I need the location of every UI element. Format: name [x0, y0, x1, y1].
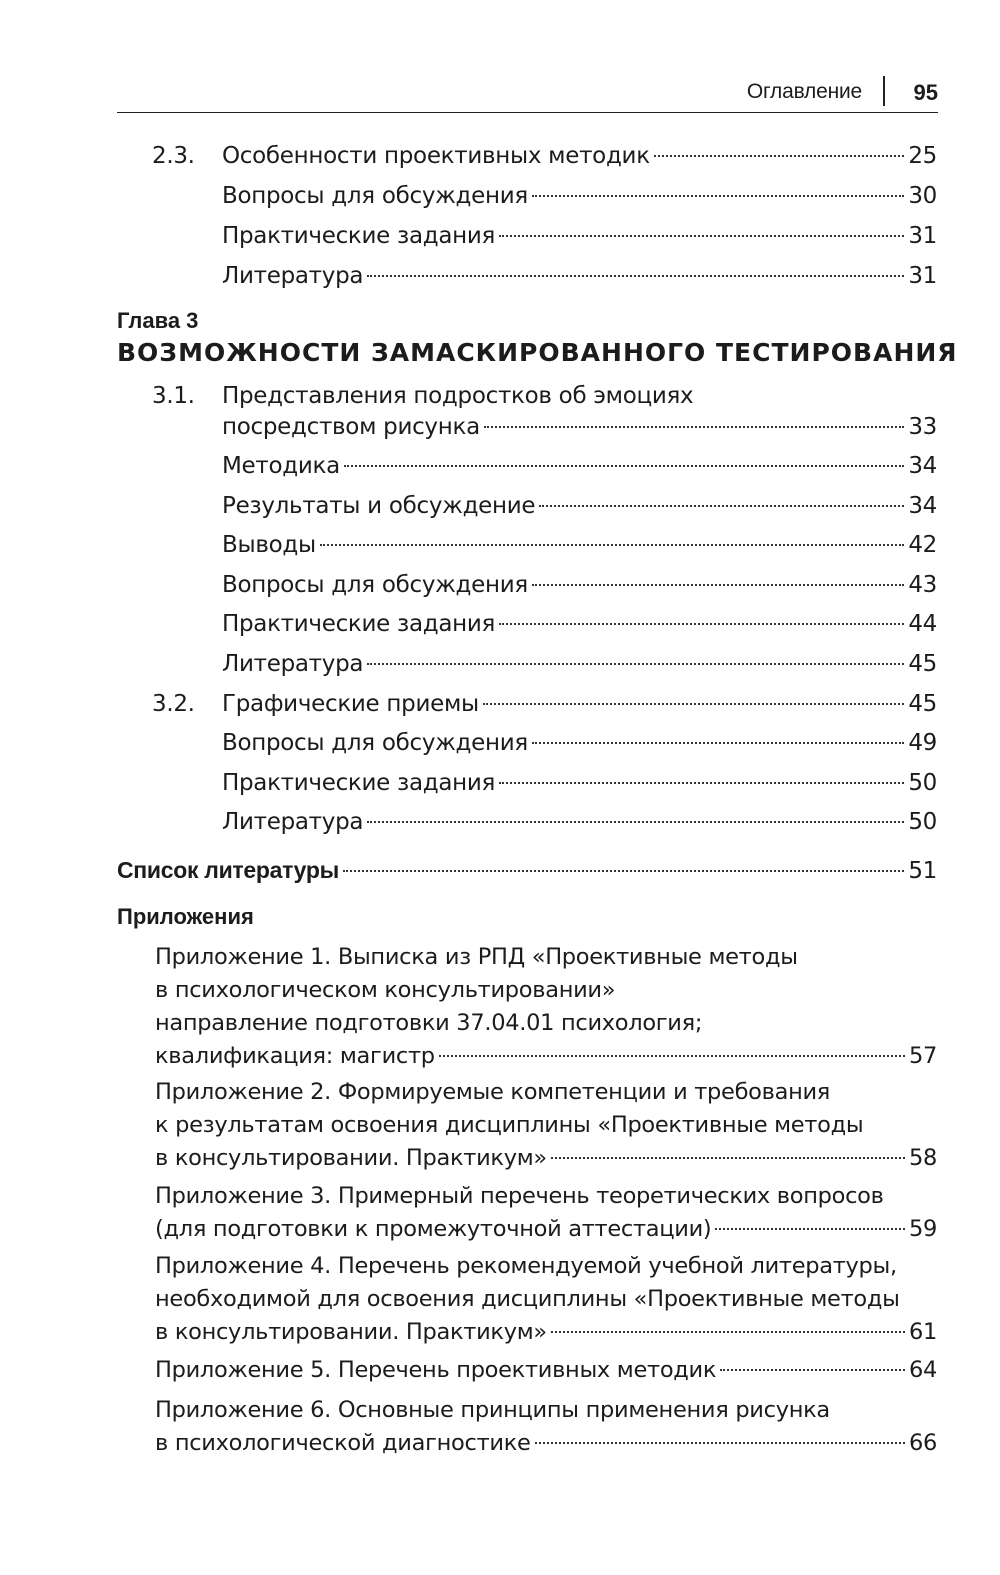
entry-page: 31 — [908, 263, 937, 289]
toc-entry-appendix[interactable] — [155, 1394, 937, 1460]
entry-page: 49 — [908, 730, 937, 756]
entry-label: квалификация: магистр — [155, 1043, 435, 1069]
header-separator — [883, 76, 885, 106]
dot-leader — [654, 155, 905, 157]
dot-leader — [551, 1157, 905, 1159]
entry-label: в психологической диагностике — [155, 1430, 531, 1456]
entry-label: Методика — [222, 453, 340, 479]
toc-entry-appendix[interactable] — [155, 941, 937, 1073]
entry-label-line: Приложение 6. Основные принципы применения рисунка — [155, 1397, 830, 1423]
dot-leader — [484, 426, 904, 428]
entry-label-line: Приложение 4. Перечень рекомендуемой учебной литературы, — [155, 1253, 897, 1279]
entry-label: Вопросы для обсуждения — [222, 572, 528, 598]
entry-label: Литература — [222, 809, 364, 835]
entry-page: 30 — [908, 183, 937, 209]
entry-page: 64 — [908, 1357, 937, 1383]
entry-label: Выводы — [222, 532, 316, 558]
entry-label: Особенности проективных методик — [222, 143, 650, 169]
entry-page: 44 — [908, 611, 937, 637]
dot-leader — [343, 870, 904, 872]
entry-label-line: в психологическом консультировании» — [155, 977, 616, 1003]
entry-page: 57 — [908, 1043, 937, 1069]
toc-entry[interactable] — [222, 763, 937, 803]
entry-label: Графические приемы — [222, 691, 479, 717]
toc-entry[interactable] — [222, 446, 937, 486]
entry-label-line: Приложение 1. Выписка из РПД «Проективные методы — [155, 944, 798, 970]
entry-label: Литература — [222, 263, 364, 289]
section-number: 3.2. — [152, 691, 195, 717]
entry-label: Практические задания — [222, 223, 496, 249]
dot-leader — [367, 275, 904, 277]
entry-label: Литература — [222, 651, 364, 677]
dot-leader — [539, 505, 904, 507]
toc-entry[interactable] — [222, 644, 937, 684]
entry-label-line: Приложение 3. Примерный перечень теоретических вопросов — [155, 1183, 884, 1209]
toc-entry-appendix[interactable] — [155, 1076, 937, 1175]
entry-label-line: направление подготовки 37.04.01 психология; — [155, 1010, 703, 1036]
entry-page: 51 — [908, 858, 937, 884]
entry-label: в консультировании. Практикум» — [155, 1145, 547, 1171]
dot-leader — [344, 465, 904, 467]
entry-page: 33 — [908, 414, 937, 440]
dot-leader — [439, 1055, 905, 1057]
entry-page: 50 — [908, 809, 937, 835]
toc-entry-appendix[interactable] — [155, 1250, 937, 1349]
toc-entry-appendix[interactable] — [155, 1180, 937, 1246]
toc-entry[interactable] — [222, 723, 937, 763]
toc-entry[interactable] — [222, 256, 937, 296]
dot-leader — [535, 1442, 905, 1444]
dot-leader — [320, 544, 905, 546]
entry-label-line: необходимой для освоения дисциплины «Проективные методы — [155, 1286, 900, 1312]
appendices-heading: Приложения — [117, 904, 254, 929]
toc-entry-appendix[interactable] — [155, 1354, 937, 1387]
entry-label: Вопросы для обсуждения — [222, 183, 528, 209]
entry-label-line: Приложение 2. Формируемые компетенции и требования — [155, 1079, 831, 1105]
entry-label: Результаты и обсуждение — [222, 493, 536, 519]
dot-leader — [532, 742, 904, 744]
entry-label: Практические задания — [222, 611, 496, 637]
entry-page: 45 — [908, 691, 937, 717]
dot-leader — [483, 703, 904, 705]
entry-page: 25 — [908, 143, 937, 169]
entry-page: 58 — [908, 1145, 937, 1171]
entry-page: 42 — [908, 532, 937, 558]
toc-entry[interactable] — [222, 176, 937, 216]
entry-label: Практические задания — [222, 770, 496, 796]
toc-entry[interactable] — [222, 802, 937, 842]
entry-label: Список литературы — [117, 857, 339, 883]
dot-leader — [532, 195, 904, 197]
toc-entry[interactable] — [222, 604, 937, 644]
toc-entry-continuation[interactable] — [222, 407, 937, 447]
toc-entry[interactable] — [222, 216, 937, 256]
dot-leader — [720, 1369, 905, 1371]
dot-leader — [367, 821, 904, 823]
toc-entry-bibliography[interactable] — [117, 850, 937, 891]
dot-leader — [499, 235, 904, 237]
toc-entry[interactable] — [152, 684, 937, 724]
entry-page: 31 — [908, 223, 937, 249]
entry-page: 34 — [908, 493, 937, 519]
entry-page: 50 — [908, 770, 937, 796]
header-page-number: 95 — [913, 80, 938, 105]
dot-leader — [532, 584, 904, 586]
toc-entry[interactable] — [152, 136, 937, 176]
dot-leader — [715, 1228, 905, 1230]
dot-leader — [367, 663, 904, 665]
entry-label: в консультировании. Практикум» — [155, 1319, 547, 1345]
header-title: Оглавление — [746, 80, 862, 103]
dot-leader — [551, 1331, 905, 1333]
section-number: 3.1. — [152, 383, 195, 409]
entry-page: 66 — [908, 1430, 937, 1456]
entry-label: (для подготовки к промежуточной аттестации) — [155, 1216, 712, 1242]
entry-page: 61 — [908, 1319, 937, 1345]
entry-label-line: к результатам освоения дисциплины «Проективные методы — [155, 1112, 864, 1138]
entry-label: посредством рисунка — [222, 414, 480, 440]
running-header — [117, 76, 938, 113]
entry-page: 45 — [908, 651, 937, 677]
chapter-label: Глава 3 — [117, 308, 199, 333]
entry-page: 34 — [908, 453, 937, 479]
toc-entry[interactable] — [222, 525, 937, 565]
chapter-title: ВОЗМОЖНОСТИ ЗАМАСКИРОВАННОГО ТЕСТИРОВАНИЯ — [117, 338, 958, 367]
toc-entry[interactable] — [222, 486, 937, 526]
section-number: 2.3. — [152, 143, 195, 169]
entry-label: Приложение 5. Перечень проективных методик — [155, 1357, 717, 1383]
dot-leader — [499, 623, 904, 625]
entry-page: 59 — [908, 1216, 937, 1242]
toc-entry[interactable] — [222, 565, 937, 605]
entry-label-line: Представления подростков об эмоциях — [222, 383, 694, 409]
dot-leader — [499, 782, 904, 784]
entry-label: Вопросы для обсуждения — [222, 730, 528, 756]
entry-page: 43 — [908, 572, 937, 598]
